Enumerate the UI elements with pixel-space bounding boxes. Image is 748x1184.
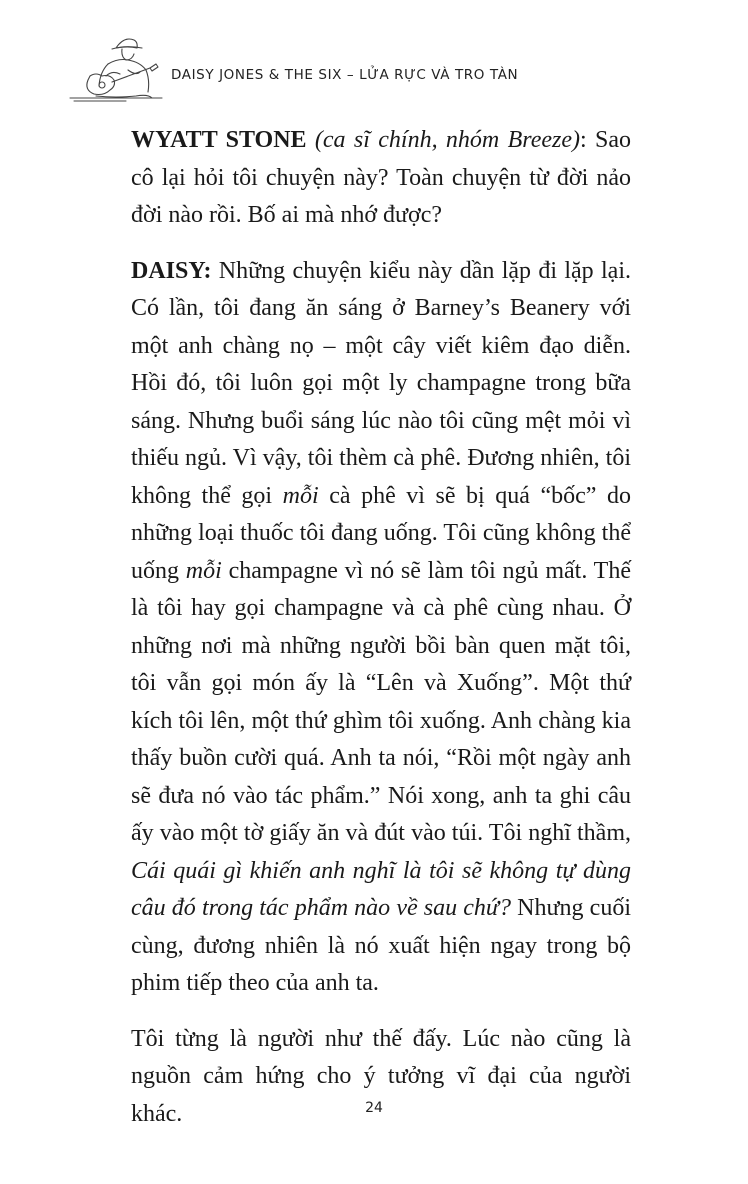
emphasis-text: mỗi — [282, 482, 319, 509]
book-title-header: DAISY JONES & THE SIX – LỬA RỰC VÀ TRO TÀN — [171, 67, 519, 83]
paragraph-wyatt — [131, 122, 631, 235]
paragraph-text: : Sao cô lại hỏi tôi chuyện này? Toàn chuyện từ đời nảo đời nào rồi. Bố ai mà nhớ được? — [131, 127, 632, 228]
paragraph-daisy — [131, 253, 631, 1003]
paragraph-text: Nhưng cuối cùng, đương nhiên là nó xuất hiện ngay trong bộ phim tiếp theo của anh ta. — [131, 895, 631, 996]
paragraph-text: cà phê vì sẽ bị quá “bốc” do những loại thuốc tôi đang uống. Tôi cũng không thể uống — [131, 482, 631, 584]
speaker-name: DAISY: — [131, 257, 212, 284]
emphasis-text: mỗi — [185, 557, 222, 584]
running-header — [66, 30, 686, 102]
emphasis-text: Cái quái gì khiến anh nghĩ là tôi sẽ không tự dùng câu đó trong tác phẩm nào về sau chứ? — [131, 857, 631, 921]
page-body — [131, 122, 631, 1133]
paragraph-text: champagne vì nó sẽ làm tôi ngủ mất. Thế là tôi hay gọi champagne và cà phê cùng nhau. Ở những nơi mà những người bồi bàn quen mặt tôi, tôi vẫn gọi món ấy là “Lên và Xuống”. Một thứ kích tôi lên, một thứ ghìm tôi xuống. Anh chàng kia thấy buồn cười quá. Anh ta nói, “Rồi một ngày anh sẽ đưa nó vào tác phẩm.” Nói xong, anh ta ghi câu ấy vào một tờ giấy ăn và đút vào túi. Tôi nghĩ thầm, — [131, 557, 631, 846]
page-number: 24 — [365, 1100, 383, 1116]
guitar-player-icon — [66, 30, 166, 102]
paragraph-text: Những chuyện kiểu này dần lặp đi lặp lại. Có lần, tôi đang ăn sáng ở Barney’s Beanery với một anh chàng nọ – một cây viết kiêm đạo diễn. Hồi đó, tôi luôn gọi một ly champagne trong bữa sáng. Nhưng buổi sáng lúc nào tôi cũng mệt mỏi vì thiếu ngủ. Vì vậy, tôi thèm cà phê. Đương nhiên, tôi không thể gọi — [131, 257, 631, 509]
speaker-name: WYATT STONE — [131, 127, 307, 153]
speaker-role: (ca sĩ chính, nhóm Breeze) — [314, 127, 580, 153]
paragraph-closing: Tôi từng là người như thế đấy. Lúc nào cũng là nguồn cảm hứng cho ý tưởng vĩ đại của người khác. — [131, 1025, 631, 1127]
